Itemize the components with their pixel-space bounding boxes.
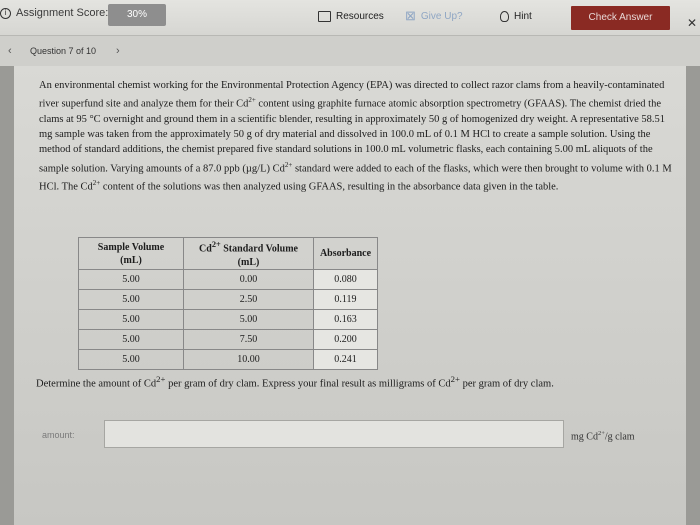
table-row: 5.00 0.00 0.080 bbox=[79, 270, 378, 290]
column-header-standard-volume: $Cd^{2+}$ Standard Volume (mL) bbox=[184, 238, 314, 270]
hint-button[interactable] bbox=[500, 4, 550, 28]
column-header-absorbance: Absorbance bbox=[314, 238, 378, 270]
question-panel bbox=[14, 66, 686, 525]
table-row: 5.00 10.00 0.241 bbox=[79, 350, 378, 370]
unit-label: mg $Cd^{2+}/g$ clam bbox=[571, 430, 635, 443]
amount-input[interactable] bbox=[104, 420, 564, 448]
assignment-score-label: Assignment Score: bbox=[16, 7, 109, 19]
absorbance-data-table bbox=[78, 237, 378, 370]
resources-label: Resources bbox=[336, 10, 384, 22]
column-header-sample-volume: Sample Volume (mL) bbox=[79, 238, 184, 270]
give-up-button[interactable] bbox=[405, 4, 479, 28]
resources-button[interactable] bbox=[318, 4, 396, 28]
table-row: 5.00 2.50 0.119 bbox=[79, 290, 378, 310]
table-row: 5.00 7.50 0.200 bbox=[79, 330, 378, 350]
lightbulb-icon bbox=[500, 11, 509, 22]
top-toolbar bbox=[0, 0, 700, 36]
question-prompt: Determine the amount of $Cd^{2+}$ per gram of dry clam. Express your final result as milligrams of $Cd^{2+}$ per gram of dry clam. bbox=[36, 374, 554, 390]
chevron-left-icon[interactable]: ‹ bbox=[8, 45, 12, 57]
score-badge: 30% bbox=[108, 4, 166, 26]
close-icon[interactable]: ✕ bbox=[687, 16, 698, 30]
problem-statement: An environmental chemist working for the Environmental Protection Agency (EPA) was directed to collect razor clams from a heavily-contaminated river superfund site and analyze them for their $Cd^{2+}$ content using graphite furnace atomic absorption spectrometry (GFAAS). The chemist dried the clams at 95 °C overnight and ground them in a scientific blender, resulting in approximately 50 g of homogenized dry weight. A representative 58.51 mg sample was taken from the approximately 50 g of dry material and dissolved in 100.0 mL of 0.1 M HCl to create a sample solution. Using the method of standard additions, the chemist prepared five standard solutions in 100.0 mL volumetric flasks, each containing 5.00 mL aliquots of the sample solution. Varying amounts of a 87.0 ppb (µg/L) $Cd^{2+}$ standard were added to each of the flasks, which were then brought to volume with 0.1 M HCl. The $Cd^{2+}$ content of the solutions was then analyzed using GFAAS, resulting in the absorbance data given in the table. bbox=[39, 80, 672, 193]
chevron-right-icon[interactable]: › bbox=[116, 45, 120, 57]
amount-label: amount: bbox=[42, 430, 75, 440]
give-up-label: Give Up? bbox=[420, 10, 463, 22]
table-row: 5.00 5.00 0.163 bbox=[79, 310, 378, 330]
info-icon: i bbox=[0, 8, 11, 19]
check-answer-button[interactable]: Check Answer bbox=[571, 6, 670, 30]
give-up-icon: ⊠ bbox=[405, 8, 416, 23]
question-navigation bbox=[0, 36, 700, 66]
question-counter: Question 7 of 10 bbox=[30, 46, 97, 56]
book-icon bbox=[318, 11, 331, 22]
hint-label: Hint bbox=[514, 10, 532, 22]
